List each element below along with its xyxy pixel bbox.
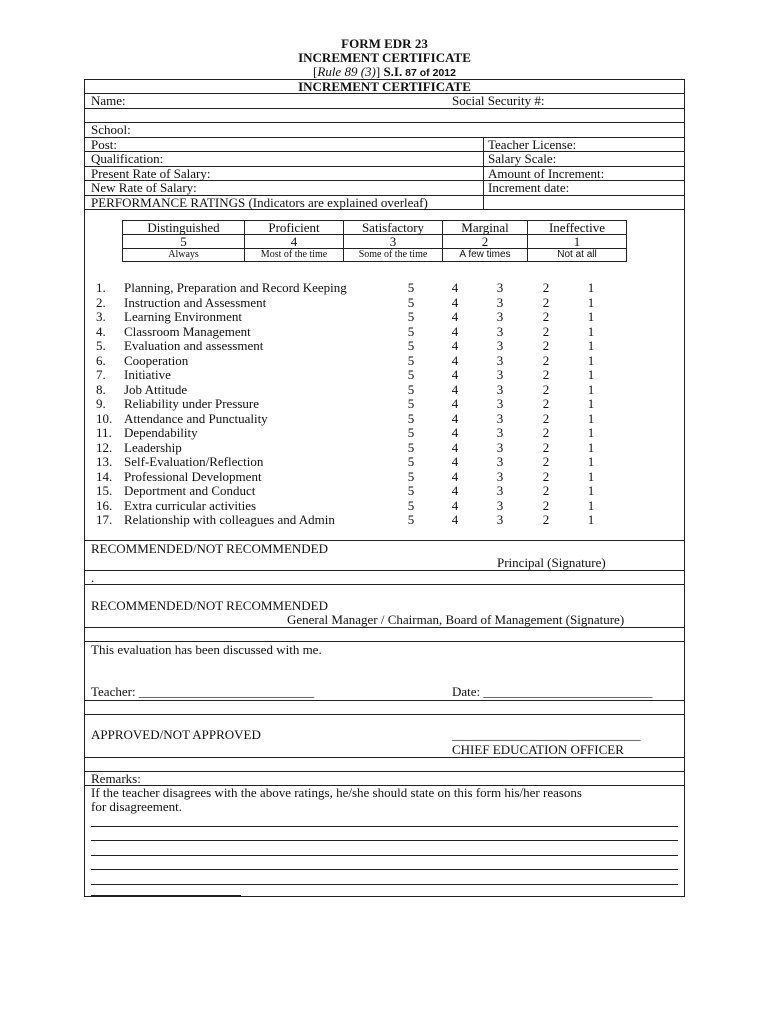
score-option[interactable]: 2 — [542, 352, 550, 368]
manager-recommendation[interactable]: RECOMMENDED/NOT RECOMMENDED — [91, 598, 329, 613]
separator-dot: . — [91, 570, 95, 585]
school-field[interactable]: School: — [91, 122, 131, 137]
score-option[interactable]: 3 — [496, 280, 504, 295]
score-option[interactable]: 1 — [587, 468, 595, 484]
score-option[interactable]: 2 — [542, 294, 550, 310]
box-title: INCREMENT CERTIFICATE — [298, 79, 471, 94]
score-option[interactable]: 2 — [542, 454, 550, 469]
score-option[interactable]: 1 — [587, 497, 595, 513]
divider — [84, 151, 685, 152]
criteria-label: Attendance and Punctuality — [124, 410, 268, 426]
scale-value: 4 — [245, 235, 344, 249]
score-option[interactable]: 2 — [542, 483, 550, 498]
remarks-line[interactable] — [91, 869, 678, 870]
scale-label: Ineffective — [528, 221, 627, 235]
score-option[interactable]: 5 — [407, 425, 415, 440]
scale-label: Satisfactory — [344, 221, 443, 235]
score-option[interactable]: 1 — [587, 439, 595, 455]
rating-scale-table — [122, 220, 627, 262]
criteria-label: Classroom Management — [124, 323, 251, 339]
score-option[interactable]: 5 — [407, 381, 415, 397]
teacher-license-field[interactable]: Teacher License: — [488, 137, 577, 152]
score-option[interactable]: 3 — [496, 512, 504, 527]
divider — [84, 570, 685, 571]
scale-value: 1 — [528, 235, 627, 249]
criteria-label: Cooperation — [124, 352, 189, 368]
scale-value: 3 — [344, 235, 443, 249]
score-option[interactable]: 2 — [542, 468, 550, 484]
score-option[interactable]: 4 — [451, 396, 459, 411]
score-option[interactable]: 4 — [451, 338, 459, 353]
salary-scale-field[interactable]: Salary Scale: — [488, 151, 557, 166]
score-option[interactable]: 5 — [407, 468, 415, 484]
criteria-label: Deportment and Conduct — [124, 483, 256, 498]
discussion-statement: This evaluation has been discussed with me. — [91, 642, 322, 657]
scale-description: Some of the time — [344, 249, 443, 262]
score-option[interactable]: 3 — [496, 454, 504, 469]
score-option[interactable]: 5 — [407, 410, 415, 426]
score-option[interactable]: 5 — [407, 439, 415, 455]
score-option[interactable]: 4 — [451, 280, 459, 295]
score-option[interactable]: 5 — [407, 454, 415, 469]
score-option[interactable]: 5 — [407, 483, 415, 498]
criteria-number: 8. — [96, 381, 106, 397]
score-option[interactable]: 3 — [496, 323, 504, 339]
present-rate-field[interactable]: Present Rate of Salary: — [91, 166, 211, 181]
score-option[interactable]: 5 — [407, 294, 415, 310]
score-option[interactable]: 5 — [407, 367, 415, 382]
criteria-number: 4. — [96, 323, 106, 339]
score-option[interactable]: 1 — [587, 454, 595, 469]
divider — [84, 122, 685, 123]
criteria-number: 9. — [96, 396, 106, 411]
score-option[interactable]: 5 — [407, 352, 415, 368]
score-option[interactable]: 4 — [451, 468, 459, 484]
score-option[interactable]: 3 — [496, 294, 504, 310]
scale-description: A few times — [443, 249, 528, 262]
divider — [84, 771, 685, 772]
remarks-instructions: for disagreement. — [91, 799, 182, 814]
score-option[interactable]: 2 — [542, 410, 550, 426]
chief-education-officer-label: CHIEF EDUCATION OFFICER — [452, 742, 624, 757]
score-option[interactable]: 4 — [451, 439, 459, 455]
score-option[interactable]: 1 — [587, 352, 595, 368]
score-option[interactable]: 3 — [496, 338, 504, 353]
score-option[interactable]: 4 — [451, 410, 459, 426]
remarks-line[interactable] — [91, 855, 678, 856]
scale-description: Most of the time — [245, 249, 344, 262]
criteria-label: Learning Environment — [124, 309, 243, 324]
rule-year: 87 of 2012 — [402, 67, 456, 79]
increment-date-field[interactable]: Increment date: — [488, 180, 570, 195]
score-option[interactable]: 2 — [542, 497, 550, 513]
amount-increment-field[interactable]: Amount of Increment: — [488, 166, 605, 181]
score-option[interactable]: 3 — [496, 468, 504, 484]
manager-signature-label: General Manager / Chairman, Board of Management (Signature) — [287, 612, 625, 627]
form-rule-reference — [84, 65, 685, 80]
score-option[interactable]: 4 — [451, 309, 459, 324]
form-number: FORM EDR 23 — [341, 36, 428, 51]
form-title: INCREMENT CERTIFICATE — [298, 50, 471, 65]
criteria-number: 6. — [96, 352, 106, 368]
performance-heading: PERFORMANCE RATINGS (Indicators are explained overleaf) — [91, 195, 428, 210]
score-option[interactable]: 3 — [496, 352, 504, 368]
score-option[interactable]: 2 — [542, 367, 550, 382]
criteria-number: 3. — [96, 309, 106, 324]
social-security-field[interactable]: Social Security #: — [452, 93, 545, 108]
score-option[interactable]: 1 — [587, 381, 595, 397]
scale-label: Marginal — [443, 221, 528, 235]
score-option[interactable]: 5 — [407, 309, 415, 324]
score-option[interactable]: 5 — [407, 497, 415, 513]
divider — [84, 700, 685, 701]
name-field[interactable]: Name: — [91, 93, 126, 108]
criteria-number: 11. — [96, 425, 112, 440]
score-option[interactable]: 5 — [407, 338, 415, 353]
score-option[interactable]: 1 — [587, 309, 595, 324]
approval-status[interactable]: APPROVED/NOT APPROVED — [91, 727, 261, 742]
scale-value: 2 — [443, 235, 528, 249]
score-option[interactable]: 2 — [542, 512, 550, 527]
rule-si: S.I. — [383, 64, 403, 79]
criteria-label: Self-Evaluation/Reflection — [124, 454, 264, 469]
score-option[interactable]: 4 — [451, 483, 459, 498]
column-divider — [483, 137, 484, 209]
score-option[interactable]: 2 — [542, 309, 550, 324]
score-option[interactable]: 4 — [451, 425, 459, 440]
score-option[interactable]: 4 — [451, 367, 459, 382]
officer-signature-line[interactable]: _____________________________ — [452, 727, 641, 742]
score-option[interactable]: 1 — [587, 425, 595, 440]
criteria-number: 10. — [96, 410, 113, 426]
divider — [84, 108, 685, 109]
criteria-number: 15. — [96, 483, 113, 498]
criteria-number: 17. — [96, 512, 113, 527]
score-option[interactable]: 1 — [587, 512, 595, 527]
score-option[interactable]: 4 — [451, 381, 459, 397]
score-option[interactable]: 2 — [542, 280, 550, 295]
score-option[interactable]: 5 — [407, 512, 415, 527]
score-option[interactable]: 1 — [587, 483, 595, 498]
score-option[interactable]: 3 — [496, 309, 504, 324]
score-option[interactable]: 5 — [407, 396, 415, 411]
divider — [84, 627, 685, 628]
score-option[interactable]: 2 — [542, 425, 550, 440]
score-option[interactable]: 3 — [496, 497, 504, 513]
score-option[interactable]: 1 — [587, 280, 595, 295]
score-option[interactable]: 4 — [451, 454, 459, 469]
score-option[interactable]: 1 — [587, 396, 595, 411]
criteria-label: Relationship with colleagues and Admin — [124, 512, 335, 527]
divider — [84, 137, 685, 138]
score-option[interactable]: 1 — [587, 367, 595, 382]
criteria-label: Instruction and Assessment — [124, 294, 267, 310]
criteria-number: 13. — [96, 454, 113, 469]
remarks-line[interactable] — [91, 826, 678, 827]
divider — [84, 584, 685, 585]
criteria-label: Extra curricular activities — [124, 497, 257, 513]
score-option[interactable]: 4 — [451, 497, 459, 513]
rule-italic: Rule 89 (3) — [317, 64, 376, 79]
score-option[interactable]: 3 — [496, 367, 504, 382]
score-option[interactable]: 1 — [587, 338, 595, 353]
principal-signature-label: Principal (Signature) — [497, 555, 606, 570]
scale-label: Distinguished — [123, 221, 245, 235]
criteria-number: 7. — [96, 367, 106, 382]
criteria-label: Dependability — [124, 425, 198, 440]
date-field[interactable]: Date: __________________________ — [452, 684, 653, 699]
criteria-number: 5. — [96, 338, 106, 353]
score-option[interactable]: 3 — [496, 396, 504, 411]
teacher-signature-field[interactable]: Teacher: ___________________________ — [91, 684, 315, 699]
criteria-number: 16. — [96, 497, 113, 513]
remarks-instructions: If the teacher disagrees with the above ratings, he/she should state on this form his/her reasons — [91, 785, 582, 800]
score-option[interactable]: 4 — [451, 512, 459, 527]
scale-label: Proficient — [245, 221, 344, 235]
score-option[interactable]: 2 — [542, 439, 550, 455]
score-option[interactable]: 1 — [587, 410, 595, 426]
criteria-label: Planning, Preparation and Record Keeping — [124, 280, 347, 295]
criteria-number: 12. — [96, 439, 113, 455]
remarks-line[interactable] — [91, 840, 678, 841]
score-option[interactable]: 2 — [542, 323, 550, 339]
principal-recommendation[interactable]: RECOMMENDED/NOT RECOMMENDED — [91, 541, 329, 556]
new-rate-field[interactable]: New Rate of Salary: — [91, 180, 197, 195]
criteria-label: Evaluation and assessment — [124, 338, 264, 353]
criteria-label: Professional Development — [124, 468, 262, 484]
criteria-label: Job Attitude — [124, 381, 188, 397]
score-option[interactable]: 3 — [496, 425, 504, 440]
divider — [84, 714, 685, 715]
score-option[interactable]: 2 — [542, 381, 550, 397]
score-option[interactable]: 3 — [496, 381, 504, 397]
scale-description: Always — [123, 249, 245, 262]
criteria-label: Leadership — [124, 439, 182, 455]
post-field[interactable]: Post: — [91, 137, 118, 152]
divider — [84, 757, 685, 758]
qualification-field[interactable]: Qualification: — [91, 151, 164, 166]
score-option[interactable]: 2 — [542, 338, 550, 353]
rule-close: ] — [375, 64, 384, 79]
score-option[interactable]: 5 — [407, 280, 415, 295]
score-option[interactable]: 4 — [451, 352, 459, 368]
score-option[interactable]: 1 — [587, 323, 595, 339]
score-option[interactable]: 3 — [496, 410, 504, 426]
criteria-label: Reliability under Pressure — [124, 396, 260, 411]
remarks-line[interactable] — [91, 895, 241, 896]
criteria-number: 14. — [96, 468, 113, 484]
score-option[interactable]: 3 — [496, 439, 504, 455]
scale-value: 5 — [123, 235, 245, 249]
score-option[interactable]: 3 — [496, 483, 504, 498]
score-option[interactable]: 5 — [407, 323, 415, 339]
criteria-number: 2. — [96, 294, 106, 310]
score-option[interactable]: 4 — [451, 294, 459, 310]
rule-open: [ — [313, 64, 318, 79]
remarks-label: Remarks: — [91, 771, 141, 786]
score-option[interactable]: 2 — [542, 396, 550, 411]
score-option[interactable]: 1 — [587, 294, 595, 310]
criteria-number: 1. — [96, 280, 106, 295]
score-option[interactable]: 4 — [451, 323, 459, 339]
criteria-label: Initiative — [124, 367, 171, 382]
scale-description: Not at all — [528, 249, 627, 262]
remarks-line[interactable] — [91, 884, 678, 885]
